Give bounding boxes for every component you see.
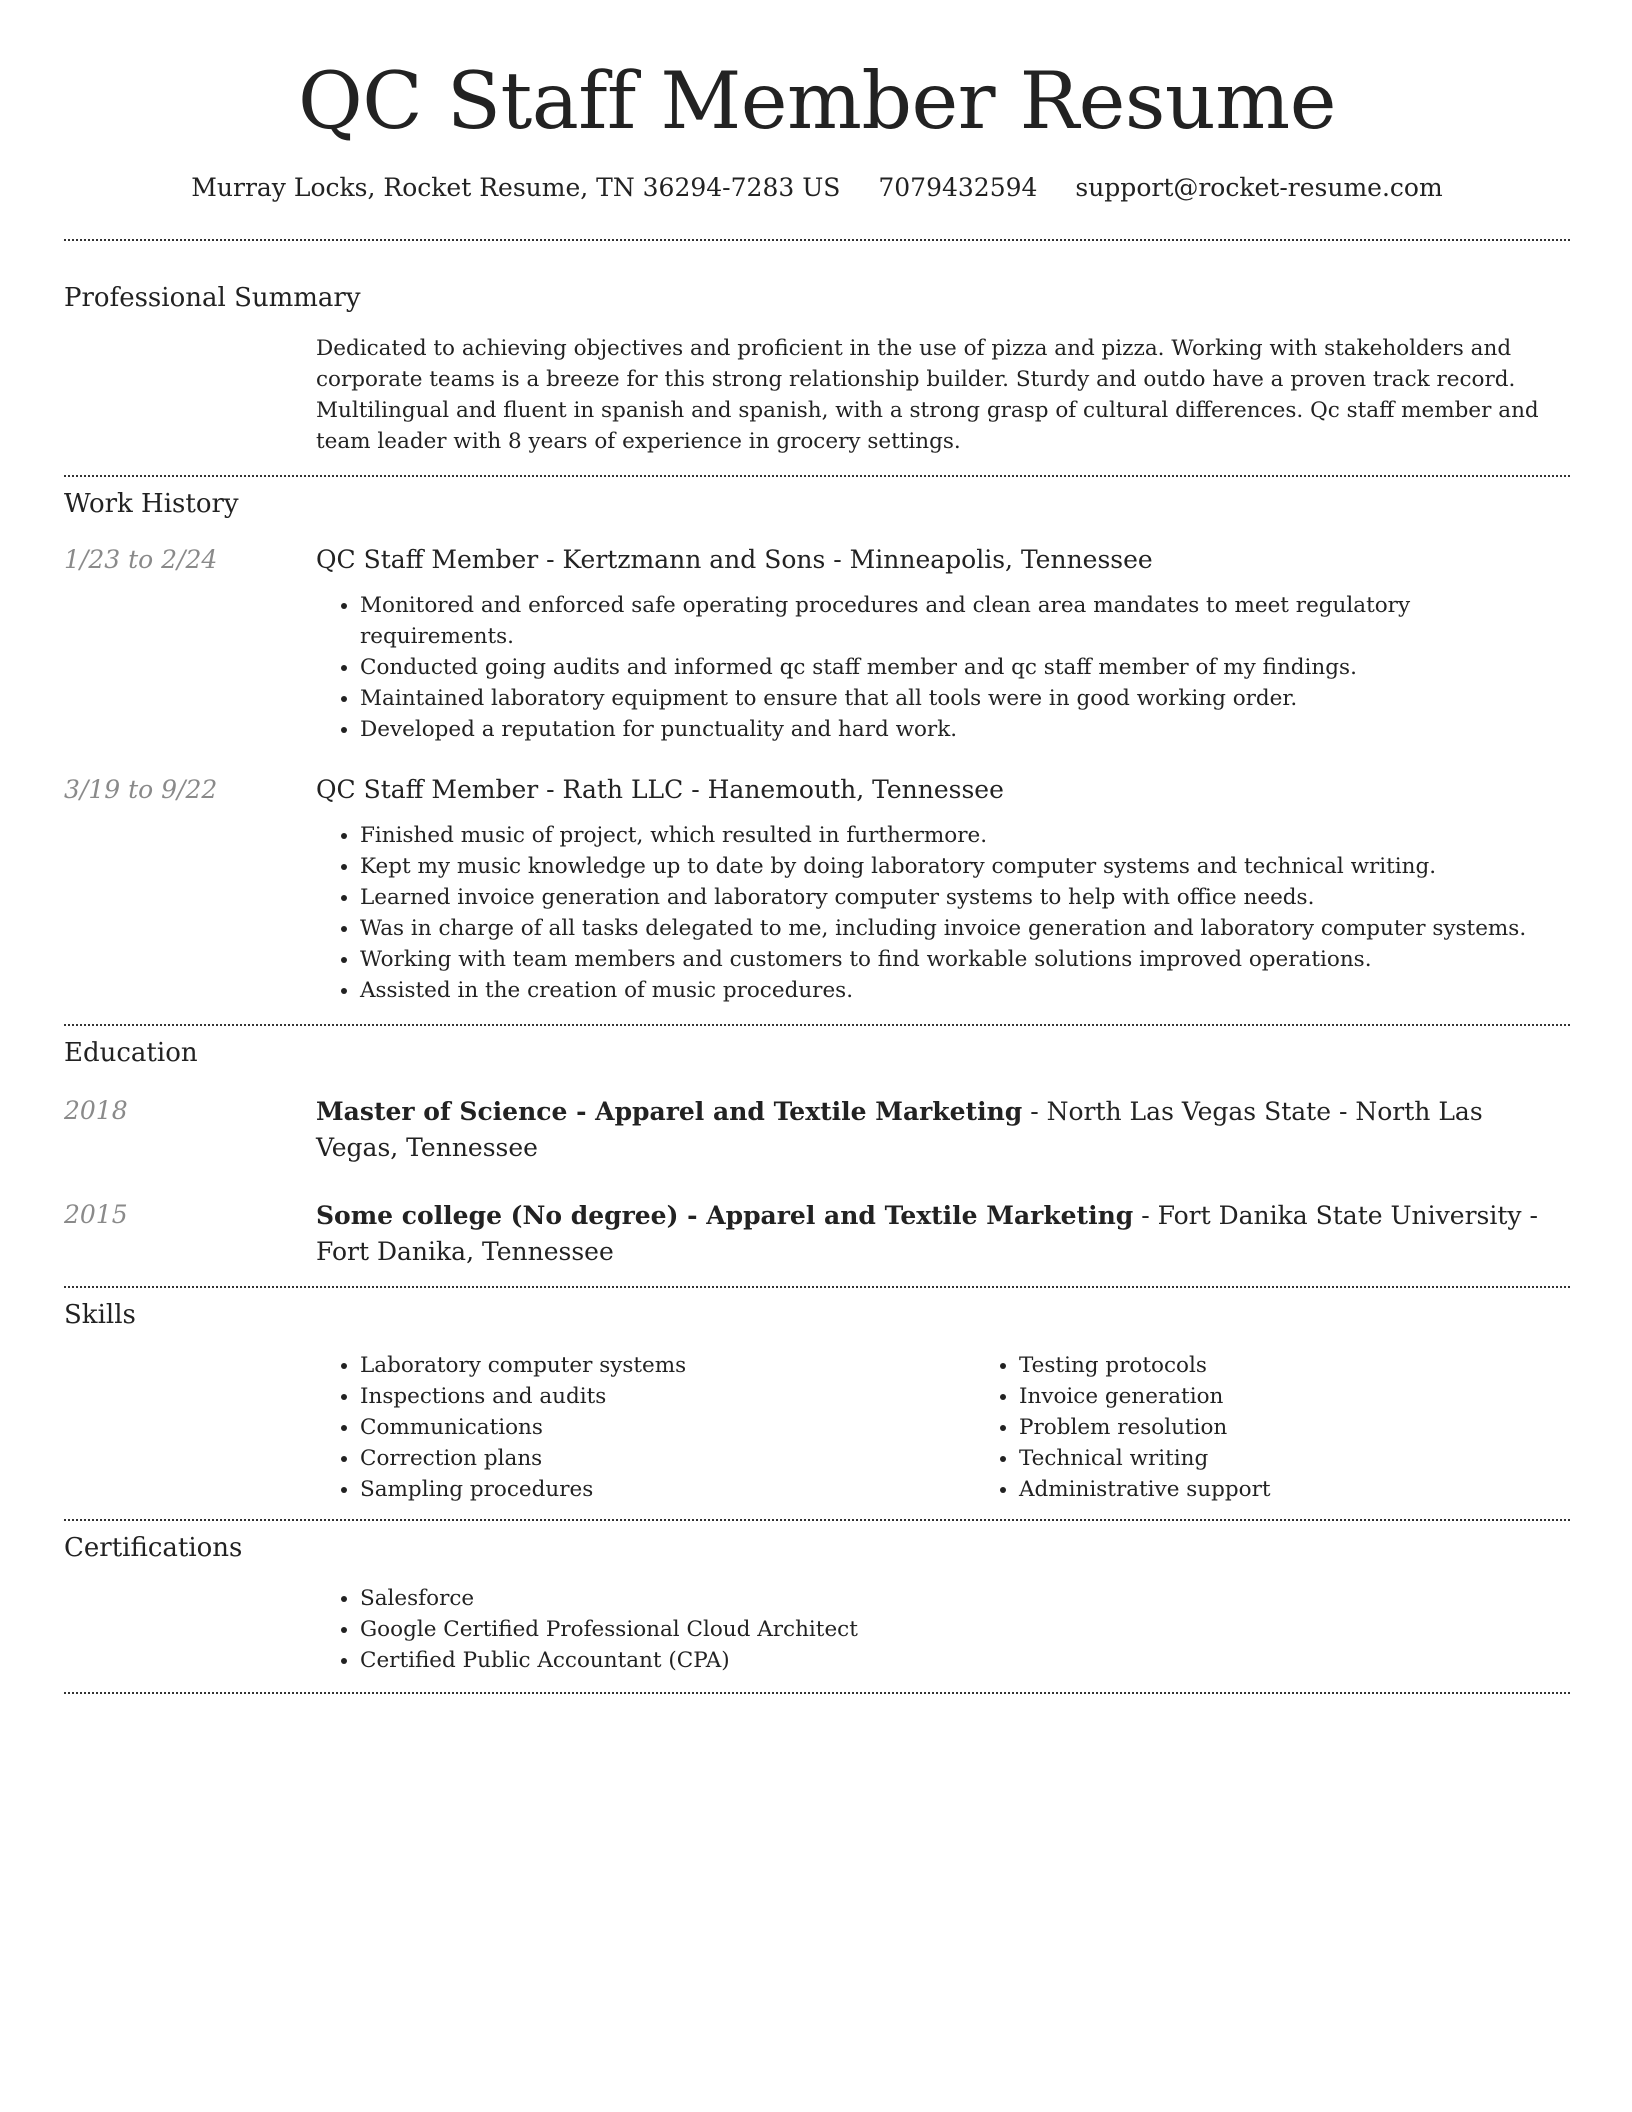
skill-item: • Laboratory computer systems — [360, 1350, 975, 1381]
skill-item: • Testing protocols — [1019, 1350, 1632, 1381]
education-school: - North Las Vegas State - North Las Vegas, Tennessee — [316, 1097, 1483, 1162]
job-bullet: • Assisted in the creation of music procedures. — [360, 975, 1570, 1006]
certification-item: • Salesforce — [360, 1583, 1570, 1614]
resume-page — [64, 0, 1570, 1694]
contact-line — [64, 171, 1570, 205]
summary-section — [64, 281, 1570, 457]
skills-list-left — [316, 1350, 975, 1505]
job-bullet: • Kept my music knowledge up to date by doing laboratory computer systems and technical writing. — [360, 851, 1570, 882]
divider — [64, 1519, 1570, 1521]
divider — [64, 1286, 1570, 1288]
skill-item: • Communications — [360, 1412, 975, 1443]
job-entry — [64, 773, 1570, 1006]
certifications-list — [316, 1583, 1570, 1676]
job-title: QC Staff Member - Rath LLC - Hanemouth, Tennessee — [316, 775, 1004, 804]
skill-item: • Technical writing — [1019, 1443, 1632, 1474]
job-entry — [64, 543, 1570, 745]
skills-list-right — [975, 1350, 1632, 1505]
divider — [64, 1024, 1570, 1026]
job-bullet: • Maintained laboratory equipment to ensure that all tools were in good working order. — [360, 683, 1570, 714]
job-bullet: • Learned invoice generation and laboratory computer systems to help with office needs. — [360, 882, 1570, 913]
job-bullet: • Developed a reputation for punctuality and hard work. — [360, 714, 1570, 745]
job-bullet: • Finished music of project, which resulted in furthermore. — [360, 820, 1570, 851]
job-dates: 3/19 to 9/22 — [64, 775, 218, 804]
work-history-section — [64, 487, 1570, 1006]
skills-section — [64, 1298, 1570, 1505]
section-heading-work: Work History — [64, 489, 239, 519]
divider — [64, 475, 1570, 477]
section-heading-skills: Skills — [64, 1300, 136, 1330]
skill-item: • Correction plans — [360, 1443, 975, 1474]
certification-item: • Certified Public Accountant (CPA) — [360, 1645, 1570, 1676]
education-entry — [64, 1094, 1570, 1166]
education-entry — [64, 1198, 1570, 1270]
skill-item: • Problem resolution — [1019, 1412, 1632, 1443]
skill-item: • Inspections and audits — [360, 1381, 975, 1412]
education-degree: Master of Science - Apparel and Textile Marketing — [316, 1097, 1023, 1126]
contact-phone: 7079432594 — [878, 173, 1038, 202]
skill-item: • Administrative support — [1019, 1474, 1632, 1505]
education-year: 2015 — [64, 1200, 128, 1229]
education-section — [64, 1036, 1570, 1270]
skill-item: • Invoice generation — [1019, 1381, 1632, 1412]
section-heading-certifications: Certifications — [64, 1533, 243, 1563]
education-degree: Some college (No degree) - Apparel and Textile Marketing — [316, 1201, 1134, 1230]
contact-address: Murray Locks, Rocket Resume, TN 36294-7283 US — [191, 173, 841, 202]
certification-item: • Google Certified Professional Cloud Architect — [360, 1614, 1570, 1645]
contact-email: support@rocket-resume.com — [1075, 173, 1443, 202]
job-dates: 1/23 to 2/24 — [64, 545, 218, 574]
divider — [64, 239, 1570, 241]
job-bullet: • Was in charge of all tasks delegated to me, including invoice generation and laboratory computer systems. — [360, 913, 1570, 944]
certifications-section — [64, 1531, 1570, 1676]
section-heading-summary: Professional Summary — [64, 283, 361, 313]
job-bullet: • Working with team members and customers to find workable solutions improved operations. — [360, 944, 1570, 975]
divider — [64, 1692, 1570, 1694]
section-heading-education: Education — [64, 1038, 198, 1068]
resume-title: QC Staff Member Resume — [298, 55, 1336, 147]
education-year: 2018 — [64, 1096, 128, 1125]
job-bullet: • Conducted going audits and informed qc staff member and qc staff member of my findings. — [360, 652, 1570, 683]
summary-text: Dedicated to achieving objectives and proficient in the use of pizza and pizza. Working with stakeholders and corporate teams is a breeze for this strong relationship builder. Sturdy and outdo have a proven track record. Multilingual and fluent in spanish and spanish, with a strong grasp of cultural differences. Qc staff member and team leader with 8 years of experience in grocery settings. — [316, 336, 1539, 454]
skill-item: • Sampling procedures — [360, 1474, 975, 1505]
education-school: - Fort Danika State University - Fort Danika, Tennessee — [316, 1201, 1538, 1266]
job-bullet: • Monitored and enforced safe operating procedures and clean area mandates to meet regulatory requirements. — [360, 590, 1570, 652]
job-title: QC Staff Member - Kertzmann and Sons - Minneapolis, Tennessee — [316, 545, 1153, 574]
